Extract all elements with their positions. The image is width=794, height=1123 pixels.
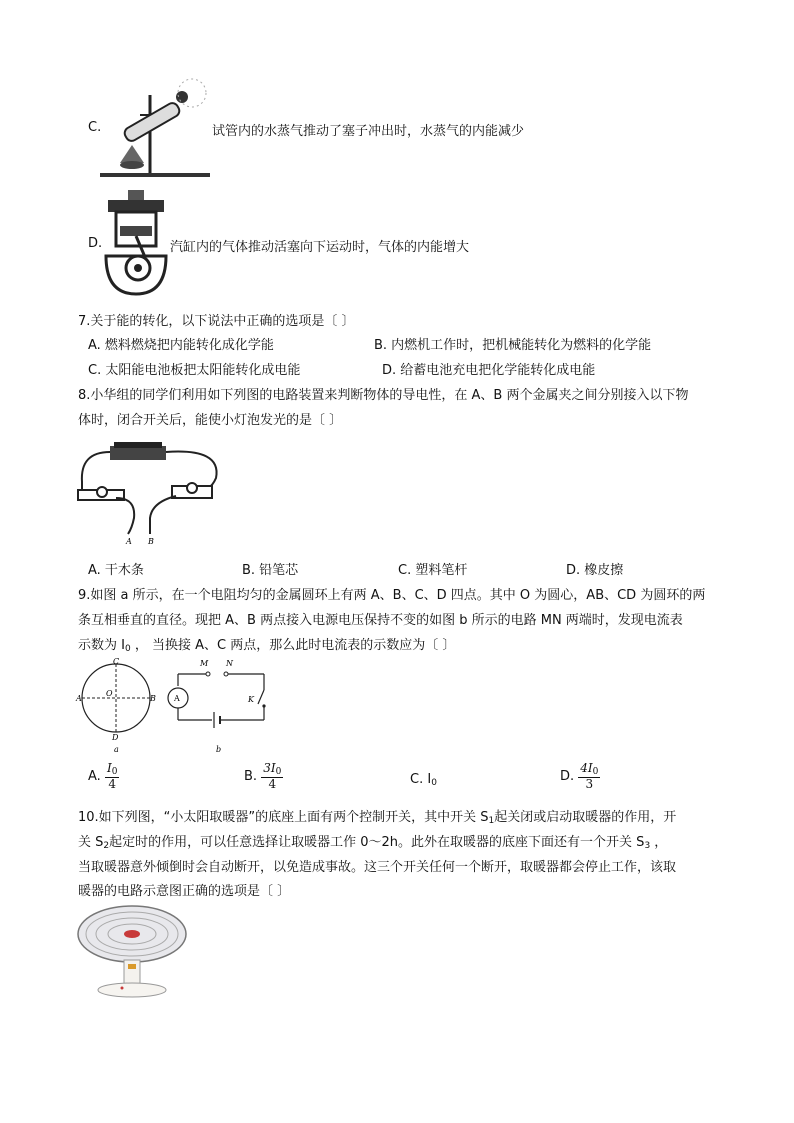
svg-text:D: D xyxy=(112,733,119,742)
q6-option-d-label: D. xyxy=(88,236,103,251)
svg-text:B: B xyxy=(150,694,156,703)
test-tube-steam-illustration xyxy=(100,75,212,180)
q10-stem-line1: 10.如下列图，“小太阳取暖器”的底座上面有两个控制开关，其中开关 $S_1$起关闭或启动取暖器的作用，开 xyxy=(78,810,677,826)
clip-a-label: A xyxy=(126,537,132,546)
q6-option-c-text: 试管内的水蒸气推动了塞子冲出时，水蒸气的内能减少 xyxy=(212,124,525,139)
svg-text:O: O xyxy=(106,689,113,698)
q9-stem-line1: 9.如图 a 所示，在一个电阻均匀的金属圆环上有两 A、B、C、D 四点。其中 O 为圆心，AB、CD 为圆环的两 xyxy=(78,588,706,603)
q10-stem-line4: 暖器的电路示意图正确的选项是〔 〕 xyxy=(78,884,291,899)
svg-text:A: A xyxy=(76,694,82,703)
q10-stem-line3: 当取暖器意外倾倒时会自动断开，以免造成事故。这三个开关任何一个断开，取暖器都会停止工作，该取 xyxy=(78,860,677,875)
svg-text:a: a xyxy=(114,745,119,754)
q10-stem-line2: 关 $S_2$起定时的作用，可以任意选择让取暖器工作 0～2h。此外在取暖器的底座下面还有一个开关 $S_3$ ， xyxy=(78,835,668,851)
engine-cylinder-illustration xyxy=(100,186,172,298)
q8-option-b: B. 铅笔芯 xyxy=(242,563,299,578)
q7-option-c: C. 太阳能电池板把太阳能转化成电能 xyxy=(88,363,301,378)
svg-text:b: b xyxy=(216,745,222,754)
q7-option-b: B. 内燃机工作时，把机械能转化为燃料的化学能 xyxy=(374,338,652,353)
ring-and-circuit-figures xyxy=(74,656,284,756)
q6-option-c-label: C. xyxy=(88,120,102,135)
svg-text:K: K xyxy=(248,695,254,704)
q8-option-a: A. 干木条 xyxy=(88,563,144,578)
q7-option-d: D. 给蓄电池充电把化学能转化成电能 xyxy=(382,363,596,378)
q9-stem-line3: 示数为 $I_0$ ， 当换接 A、C 两点，那么此时电流表的示数应为〔 〕 xyxy=(78,638,456,654)
q8-option-c: C. 塑料笔杆 xyxy=(398,563,468,578)
svg-text:N: N xyxy=(226,659,233,668)
conductivity-test-circuit-illustration xyxy=(76,436,226,548)
space-heater-photo xyxy=(76,904,188,1000)
q8-stem-line1: 8.小华组的同学们利用如下列图的电路装置来判断物体的导电性，在 A、B 两个金属夹之间分别接入以下物 xyxy=(78,388,689,403)
clip-b-label: B xyxy=(148,537,154,546)
q6-option-d-text: 汽缸内的气体推动活塞向下运动时，气体的内能增大 xyxy=(170,240,470,255)
q8-stem-line2: 体时，闭合开关后，能使小灯泡发光的是〔 〕 xyxy=(78,413,343,428)
svg-text:M: M xyxy=(200,659,209,668)
q9-option-d: D. $\frac{4I_0}{3}$ xyxy=(560,761,599,792)
q9-option-a: A. $\frac{I_0}{4}$ xyxy=(88,761,118,792)
q9-option-c: C. $I_0$ xyxy=(410,772,437,788)
q9-stem-line2: 条互相垂直的直径。现把 A、B 两点接入电源电压保持不变的如图 b 所示的电路 MN 两端时，发现电流表 xyxy=(78,613,683,628)
q9-option-b: B. $\frac{3I_0}{4}$ xyxy=(244,761,282,792)
q7-stem: 7.关于能的转化，以下说法中正确的选项是〔 〕 xyxy=(78,314,355,329)
q8-option-d: D. 橡皮擦 xyxy=(566,563,624,578)
q7-option-a: A. 燃料燃烧把内能转化成化学能 xyxy=(88,338,274,353)
svg-text:A: A xyxy=(174,694,180,703)
svg-text:C: C xyxy=(113,657,120,666)
